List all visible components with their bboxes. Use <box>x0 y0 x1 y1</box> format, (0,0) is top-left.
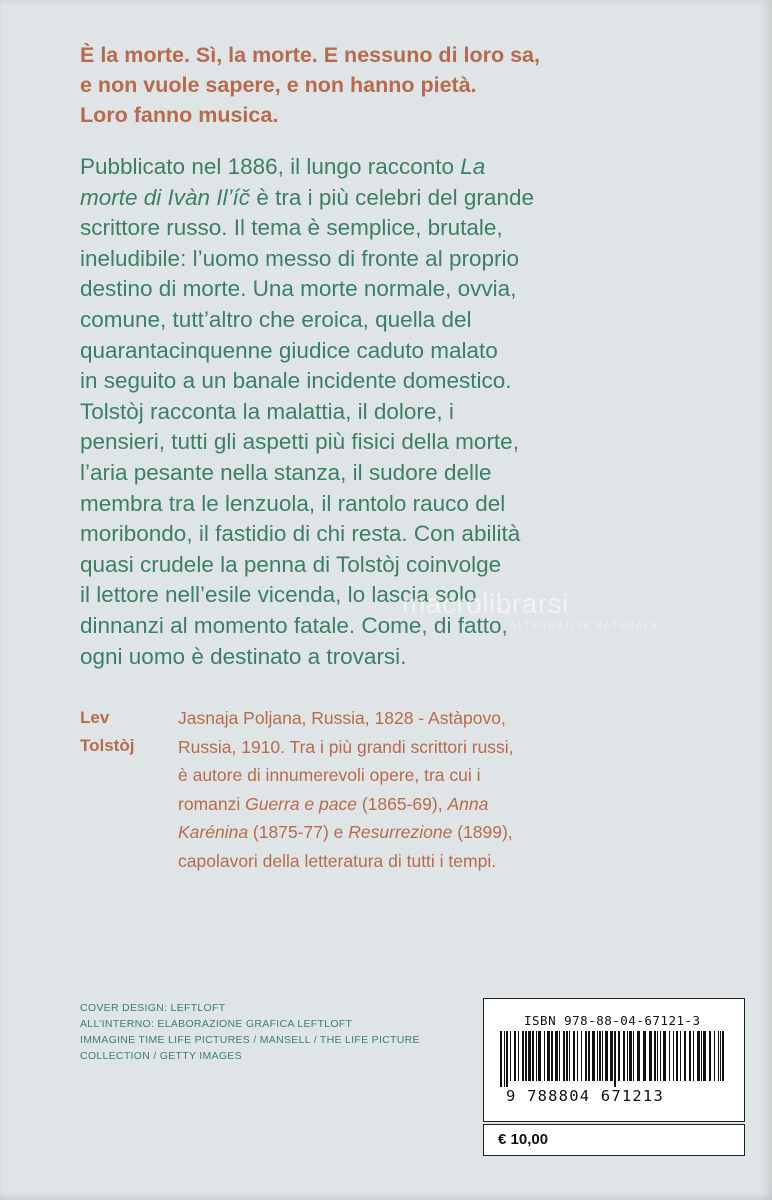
quote-line: e non vuole sapere, e non hanno pietà. <box>80 73 477 97</box>
description-line: comune, tutt’altro che eroica, quella del <box>80 306 472 332</box>
description-line: destino di morte. Una morte normale, ovvia, <box>80 276 517 302</box>
barcode-bar <box>633 1031 634 1081</box>
barcode-bar <box>544 1031 545 1081</box>
description-line: membra tra le lenzuola, il rantolo rauco del <box>80 490 506 516</box>
description-line: il lettore nell’esile vicenda, lo lascia solo <box>80 582 477 608</box>
description-title-italic: La <box>460 154 486 179</box>
description-line <box>80 152 700 183</box>
barcode-bar <box>697 1031 700 1081</box>
quote-line: È la morte. Sì, la morte. E nessuno di loro sa, <box>80 43 540 67</box>
credit-line: ALL’INTERNO: ELABORAZIONE GRAFICA LEFTLOFT <box>80 1018 353 1030</box>
barcode-bar <box>602 1031 603 1081</box>
credit-line: COVER DESIGN: LEFTLOFT <box>80 1002 226 1014</box>
ean-digits: 9 788804 671213 <box>506 1087 664 1105</box>
description-line: ineludibile: l’uomo messo di fronte al proprio <box>80 245 519 271</box>
quote-line: Loro fanno musica. <box>80 103 279 127</box>
barcode-bar <box>569 1031 570 1081</box>
bio-title-italic: Guerra e pace <box>245 793 357 814</box>
design-credits <box>80 1000 460 1064</box>
description-text: è tra i più celebri del grande <box>250 184 534 210</box>
barcode-bar <box>532 1031 534 1081</box>
barcode-bar <box>722 1031 724 1081</box>
bio-line: Jasnaja Poljana, Russia, 1828 - Astàpovo, <box>178 708 506 728</box>
barcode-bar <box>536 1031 537 1081</box>
barcode-bar <box>680 1031 681 1081</box>
barcode-bar <box>510 1031 511 1081</box>
author-bio <box>178 704 738 875</box>
barcode-bar <box>551 1031 553 1081</box>
barcode-bar <box>676 1031 678 1081</box>
barcode-bar <box>643 1031 646 1081</box>
description-line: ogni uomo è destinato a trovarsi. <box>80 643 407 669</box>
barcode-bar <box>605 1031 608 1081</box>
barcode-bar <box>618 1031 620 1081</box>
barcode-bar <box>518 1031 519 1081</box>
isbn-barcode <box>483 998 745 1122</box>
bio-line: Russia, 1910. Tra i più grandi scrittori russi, <box>178 736 514 757</box>
barcode-bar <box>563 1031 565 1081</box>
barcode-bar <box>689 1031 691 1081</box>
barcode-bar <box>581 1031 582 1081</box>
description-line: Tolstòj racconta la malattia, il dolore, i <box>80 398 454 424</box>
bio-text: (1865-69), <box>356 793 448 814</box>
bio-line <box>178 790 738 819</box>
author-last-name: Tolstòj <box>80 736 135 755</box>
barcode-bar <box>701 1031 702 1081</box>
barcode-bar <box>720 1031 721 1081</box>
price-label: € 10,00 <box>498 1131 549 1148</box>
description-line: quasi crudele la penna di Tolstòj coinvolge <box>80 551 502 577</box>
bio-line: è autore di innumerevoli opere, tra cui i <box>178 765 481 785</box>
barcode-bar <box>610 1031 613 1081</box>
description-line: in seguito a un banale incidente domestico. <box>80 368 512 394</box>
description-title-italic: morte di Ivàn Il’íč <box>80 184 251 210</box>
barcode-bar <box>709 1031 711 1081</box>
barcode-bar <box>514 1031 516 1081</box>
barcode-bar <box>649 1031 652 1081</box>
barcode-bar <box>500 1031 502 1087</box>
description-line: scrittore russo. Il tema è semplice, brutale, <box>80 215 503 241</box>
bio-title-italic: Anna <box>447 793 489 814</box>
description-line: moribondo, il fastidio di chi resta. Con abilità <box>80 521 521 547</box>
barcode-bars <box>498 1031 730 1087</box>
barcode-bar <box>506 1031 508 1087</box>
author-first-name: Lev <box>80 708 110 727</box>
description-text: Pubblicato nel 1886, il lungo racconto <box>80 154 461 179</box>
barcode-bar <box>718 1031 719 1081</box>
barcode-bar <box>614 1031 616 1087</box>
barcode-bar <box>663 1031 666 1081</box>
barcode-bar <box>573 1031 575 1081</box>
barcode-bar <box>547 1031 550 1081</box>
description-line: pensieri, tutti gli aspetti più fisici della morte, <box>80 429 519 455</box>
barcode-bar <box>577 1031 578 1081</box>
bio-title-italic: Karénina <box>178 822 249 842</box>
barcode-bar <box>629 1031 632 1081</box>
bio-text: (1899), <box>452 822 513 842</box>
description-line: l’aria pesante nella stanza, il sudore delle <box>80 459 492 485</box>
barcode-bar <box>588 1031 590 1081</box>
barcode-bar <box>555 1031 558 1081</box>
bio-text: (1875-77) e <box>248 822 349 842</box>
barcode-bar <box>637 1031 640 1081</box>
bio-title-italic: Resurrezione <box>348 822 453 842</box>
barcode-bar <box>673 1031 674 1081</box>
watermark-logo: macrolibrarsi <box>402 588 569 619</box>
barcode-bar <box>623 1031 625 1081</box>
barcode-bar <box>597 1031 598 1081</box>
bio-line: capolavori della letteratura di tutti i tempi. <box>178 850 497 871</box>
barcode-bar <box>504 1031 505 1087</box>
bio-line <box>178 818 738 847</box>
barcode-bar <box>669 1031 670 1081</box>
barcode-bar <box>599 1031 601 1081</box>
isbn-label: ISBN 978-88-04-67121-3 <box>524 1013 701 1028</box>
barcode-bar <box>714 1031 715 1081</box>
barcode-bar <box>660 1031 661 1081</box>
barcode-bar <box>654 1031 656 1081</box>
barcode-bar <box>528 1031 531 1081</box>
barcode-bar <box>566 1031 568 1081</box>
barcode-bar <box>684 1031 686 1081</box>
cover-quote <box>80 40 740 130</box>
barcode-bar <box>525 1031 527 1081</box>
barcode-bar <box>538 1031 541 1081</box>
author-name <box>80 704 170 760</box>
bio-text: romanzi <box>178 793 246 814</box>
credit-line: IMMAGINE TIME LIFE PICTURES / MANSELL / THE LIFE PICTURE <box>80 1034 420 1046</box>
watermark-tagline: ALTERNATIVA NATURALE <box>510 620 659 630</box>
price-box <box>483 1124 745 1156</box>
barcode-bar <box>703 1031 706 1081</box>
barcode-bar <box>693 1031 694 1081</box>
barcode-bar <box>657 1031 658 1081</box>
credit-line: COLLECTION / GETTY IMAGES <box>80 1050 242 1062</box>
description-line: quarantacinquenne giudice caduto malato <box>80 337 498 363</box>
description-line: dinnanzi al momento fatale. Come, di fatto, <box>80 612 508 638</box>
barcode-bar <box>522 1031 524 1081</box>
barcode-bar <box>585 1031 587 1081</box>
barcode-bar <box>627 1031 628 1081</box>
barcode-bar <box>559 1031 560 1081</box>
description-line <box>80 183 700 214</box>
book-description <box>80 152 700 672</box>
barcode-bar <box>592 1031 595 1081</box>
